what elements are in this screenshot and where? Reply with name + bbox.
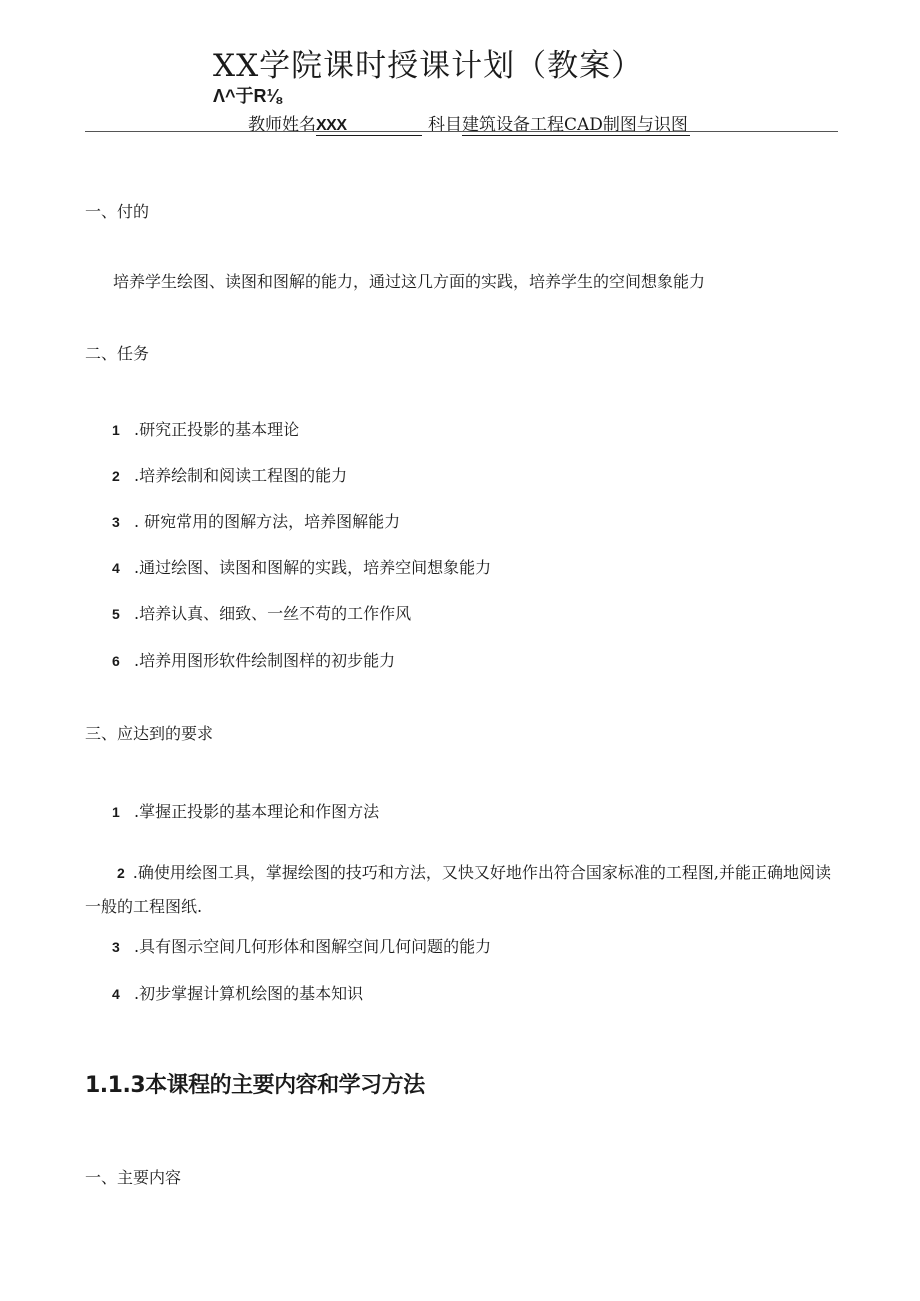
task-item-text: .通过绘图、读图和图解的实践，培养空间想象能力 [134,558,492,577]
task-item-number: 3 [112,514,120,530]
task-item-text: . 研宛常用的图解方法，培养图解能力 [134,512,401,531]
requirements-heading: 三、应达到的要求 [85,724,214,743]
task-item-number: 1 [112,422,120,438]
teacher-label: 教师姓名 [248,115,316,135]
task-item [112,601,411,624]
requirement-item-number: 1 [112,804,120,820]
tasks-heading: 二、任务 [85,344,150,363]
task-item-text: .培养绘制和阅读工程图的能力 [134,466,348,485]
task-item [112,417,299,440]
requirement-item-number: 2 [117,865,125,881]
task-item-text: .培养用图形软件绘制图样的初步能力 [134,651,396,670]
requirement-item-text: .初步掌握计算机绘图的基本知识 [134,984,364,1003]
task-item [112,509,400,532]
requirement-item-number: 3 [112,939,120,955]
task-item-text: .研究正投影的基本理论 [134,420,300,439]
task-item [112,648,395,671]
main-content-heading: 一、主要内容 [85,1168,182,1187]
task-item-number: 2 [112,468,120,484]
subject-label: 科目 [428,115,462,135]
header-divider [85,131,838,132]
purpose-heading: 一、付的 [85,202,150,221]
meta-line [248,110,690,136]
task-item-text: .培养认真、细致、一丝不苟的工作作风 [134,604,412,623]
task-item-number: 6 [112,653,120,669]
task-item [112,555,491,578]
requirement-item [112,799,379,822]
teacher-name-field: XXX [316,117,422,136]
requirement-item-number: 4 [112,986,120,1002]
task-item-number: 4 [112,560,120,576]
document-subtitle: Λ^于R⅛ [213,86,282,106]
requirement-item-text: .掌握正投影的基本理论和作图方法 [134,802,380,821]
document-title: XX学院课时授课计划（教案） [213,48,644,84]
task-item-number: 5 [112,606,120,622]
requirement-item [112,981,363,1004]
purpose-text: 培养学生绘图、读图和图解的能力，通过这几方面的实践，培养学生的空间想象能力 [113,272,706,291]
requirement-item [85,856,837,924]
requirement-item-text: .具有图示空间几何形体和图解空间几何问题的能力 [134,937,492,956]
requirement-item [112,934,491,957]
requirement-item-text: .确使用绘图工具，掌握绘图的技巧和方法，又快又好地作出符合国家标准的工程图,并能正确地阅读一般的工程图纸. [85,863,831,916]
subject-field: 建筑设备工程CAD制图与识图 [462,110,690,136]
course-section-title: 1.1.3本课程的主要内容和学习方法 [85,1073,425,1098]
task-item [112,463,347,486]
